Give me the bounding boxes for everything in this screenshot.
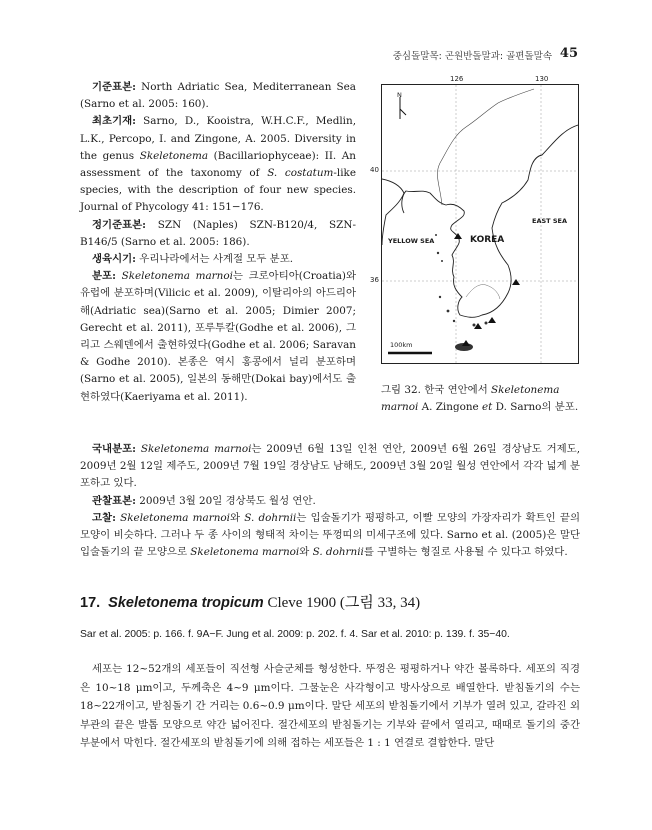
north-arrow-label: N <box>397 91 402 99</box>
left-column <box>80 79 356 406</box>
references-line: Sar et al. 2005: p. 166. f. 9A−F. Jung et al. 2009: p. 202. f. 4. Sar et al. 2010: p. 139. f. 35−40. <box>80 629 510 640</box>
page-number: 45 <box>559 46 578 61</box>
lon-label-130: 130 <box>535 75 549 83</box>
east-sea-label: EAST SEA <box>532 217 568 225</box>
distribution: 분포: Skeletonema marnoi는 크로아티아(Croatia)와 유럽에 분포하며(Vilicic et al. 2009), 이탈리아의 아드리아해(Adriatic sea)(Sarno et al. 2005; Dimier 2007; Gerecht et al. 2011), 포루투칼(Godhe et al. 2006), 그리고 스웨덴에서 출현하였다(Godhe et al. 2006; Saravan & Godhe 2010). 본종은 역시 홍콩에서 널리 분포하며(Sarno et al. 2005), 일본의 동해만(Dokai bay)에서도 출현하였다(Kaeriyama et al. 2011). <box>80 270 356 403</box>
scale-label: 100km <box>390 341 413 349</box>
lat-label-36: 36 <box>370 276 379 284</box>
type-locality: 기준표본: North Adriatic Sea, Mediterranean Sea (Sarno et al. 2005: 160). <box>80 81 356 111</box>
description-paragraph: 세포는 12~52개의 세포들이 직선형 사슬군체를 형성한다. 뚜껑은 평평하거나 약간 볼록하다. 세포의 직경은 10~18 μm이고, 두께축은 4~9 μm이다. 그물눈은 사각형이고 방사상으로 배열한다. 받침돌기의 수는 18~22개이고, 받침돌기 간 거리는 0.6~0.9 μm이다. 말단 세포의 받침돌기에서 기부가 열려 있고, 갈라진 외부관의 끝은 발톱 모양으로 약간 넓어진다. 절간세포의 받침돌기는 기부와 끝에서 열리고, 때때로 돌기의 중간 부분에서 막힌다. 절간세포의 받침돌기에 의해 접하는 세포들은 1 : 1 연결로 결합한다. 말단 <box>80 663 580 750</box>
lat-label-40: 40 <box>370 166 379 174</box>
korean-distribution-block <box>80 441 580 561</box>
section-heading: 17. Skeletonema tropicum Cleve 1900 (그림 33, 34) <box>80 595 421 611</box>
remarks: 고찰: Skeletonema marnoi와 S. dohrnii는 입술돌기가 평평하고, 이빨 모양의 가장자리가 확트인 끝의 모양이 비슷하다. 그러나 두 종 사이의 형태적 차이는 뚜껑띠의 미세구조에 있다. Sarno et al. (2005)은 말단 입술돌기의 끝 모양으로 Skeletonema marnoi와 S. dohrnii를 구별하는 형질로 사용될 수 있다고 하였다. <box>80 511 580 559</box>
observed-specimen: 관찰표본: 2009년 3월 20일 경상북도 월성 연안. <box>92 494 316 507</box>
korean-distribution: 국내분포: Skeletonema marnoi는 2009년 6월 13일 인천 연안, 2009년 6월 26일 경상남도 거제도, 2009년 2월 12일 제주도, 2009년 7월 19일 경상남도 남해도, 2009년 3월 20일 월성 연안에서 각각 넓게 분포하고 있다. <box>80 443 581 490</box>
description-block <box>80 660 580 753</box>
page-header <box>0 46 652 62</box>
growth-period: 생육시기: 우리나라에서는 사계절 모두 분포. <box>92 253 294 266</box>
lon-label-126: 126 <box>450 75 464 83</box>
type-specimen: 정기준표본: SZN (Naples) SZN-B120/4, SZN-B146/5 (Sarno et al. 2005: 186). <box>80 218 356 248</box>
distribution-map <box>370 75 579 364</box>
korea-label: KOREA <box>470 235 505 245</box>
running-title: 중심돌말목: 곤원반돌말과: 골편돌말속 <box>392 51 552 62</box>
yellow-sea-label: YELLOW SEA <box>388 237 435 245</box>
figure-caption: 그림 32. 한국 연안에서 Skeletonema marnoi A. Zingone et D. Sarno의 분포. <box>381 384 579 414</box>
original-description: 최초기재: Sarno, D., Kooistra, W.H.C.F., Medlin, L.K., Percopo, I. and Zingone, A. 2005. Diversity in the genus Skeletonema (Bacillariophyceae): II. An assessment of the taxonomy of S. costatum-like species, with the description of four new species. Journal of Phycology 41: 151−176. <box>80 115 356 214</box>
